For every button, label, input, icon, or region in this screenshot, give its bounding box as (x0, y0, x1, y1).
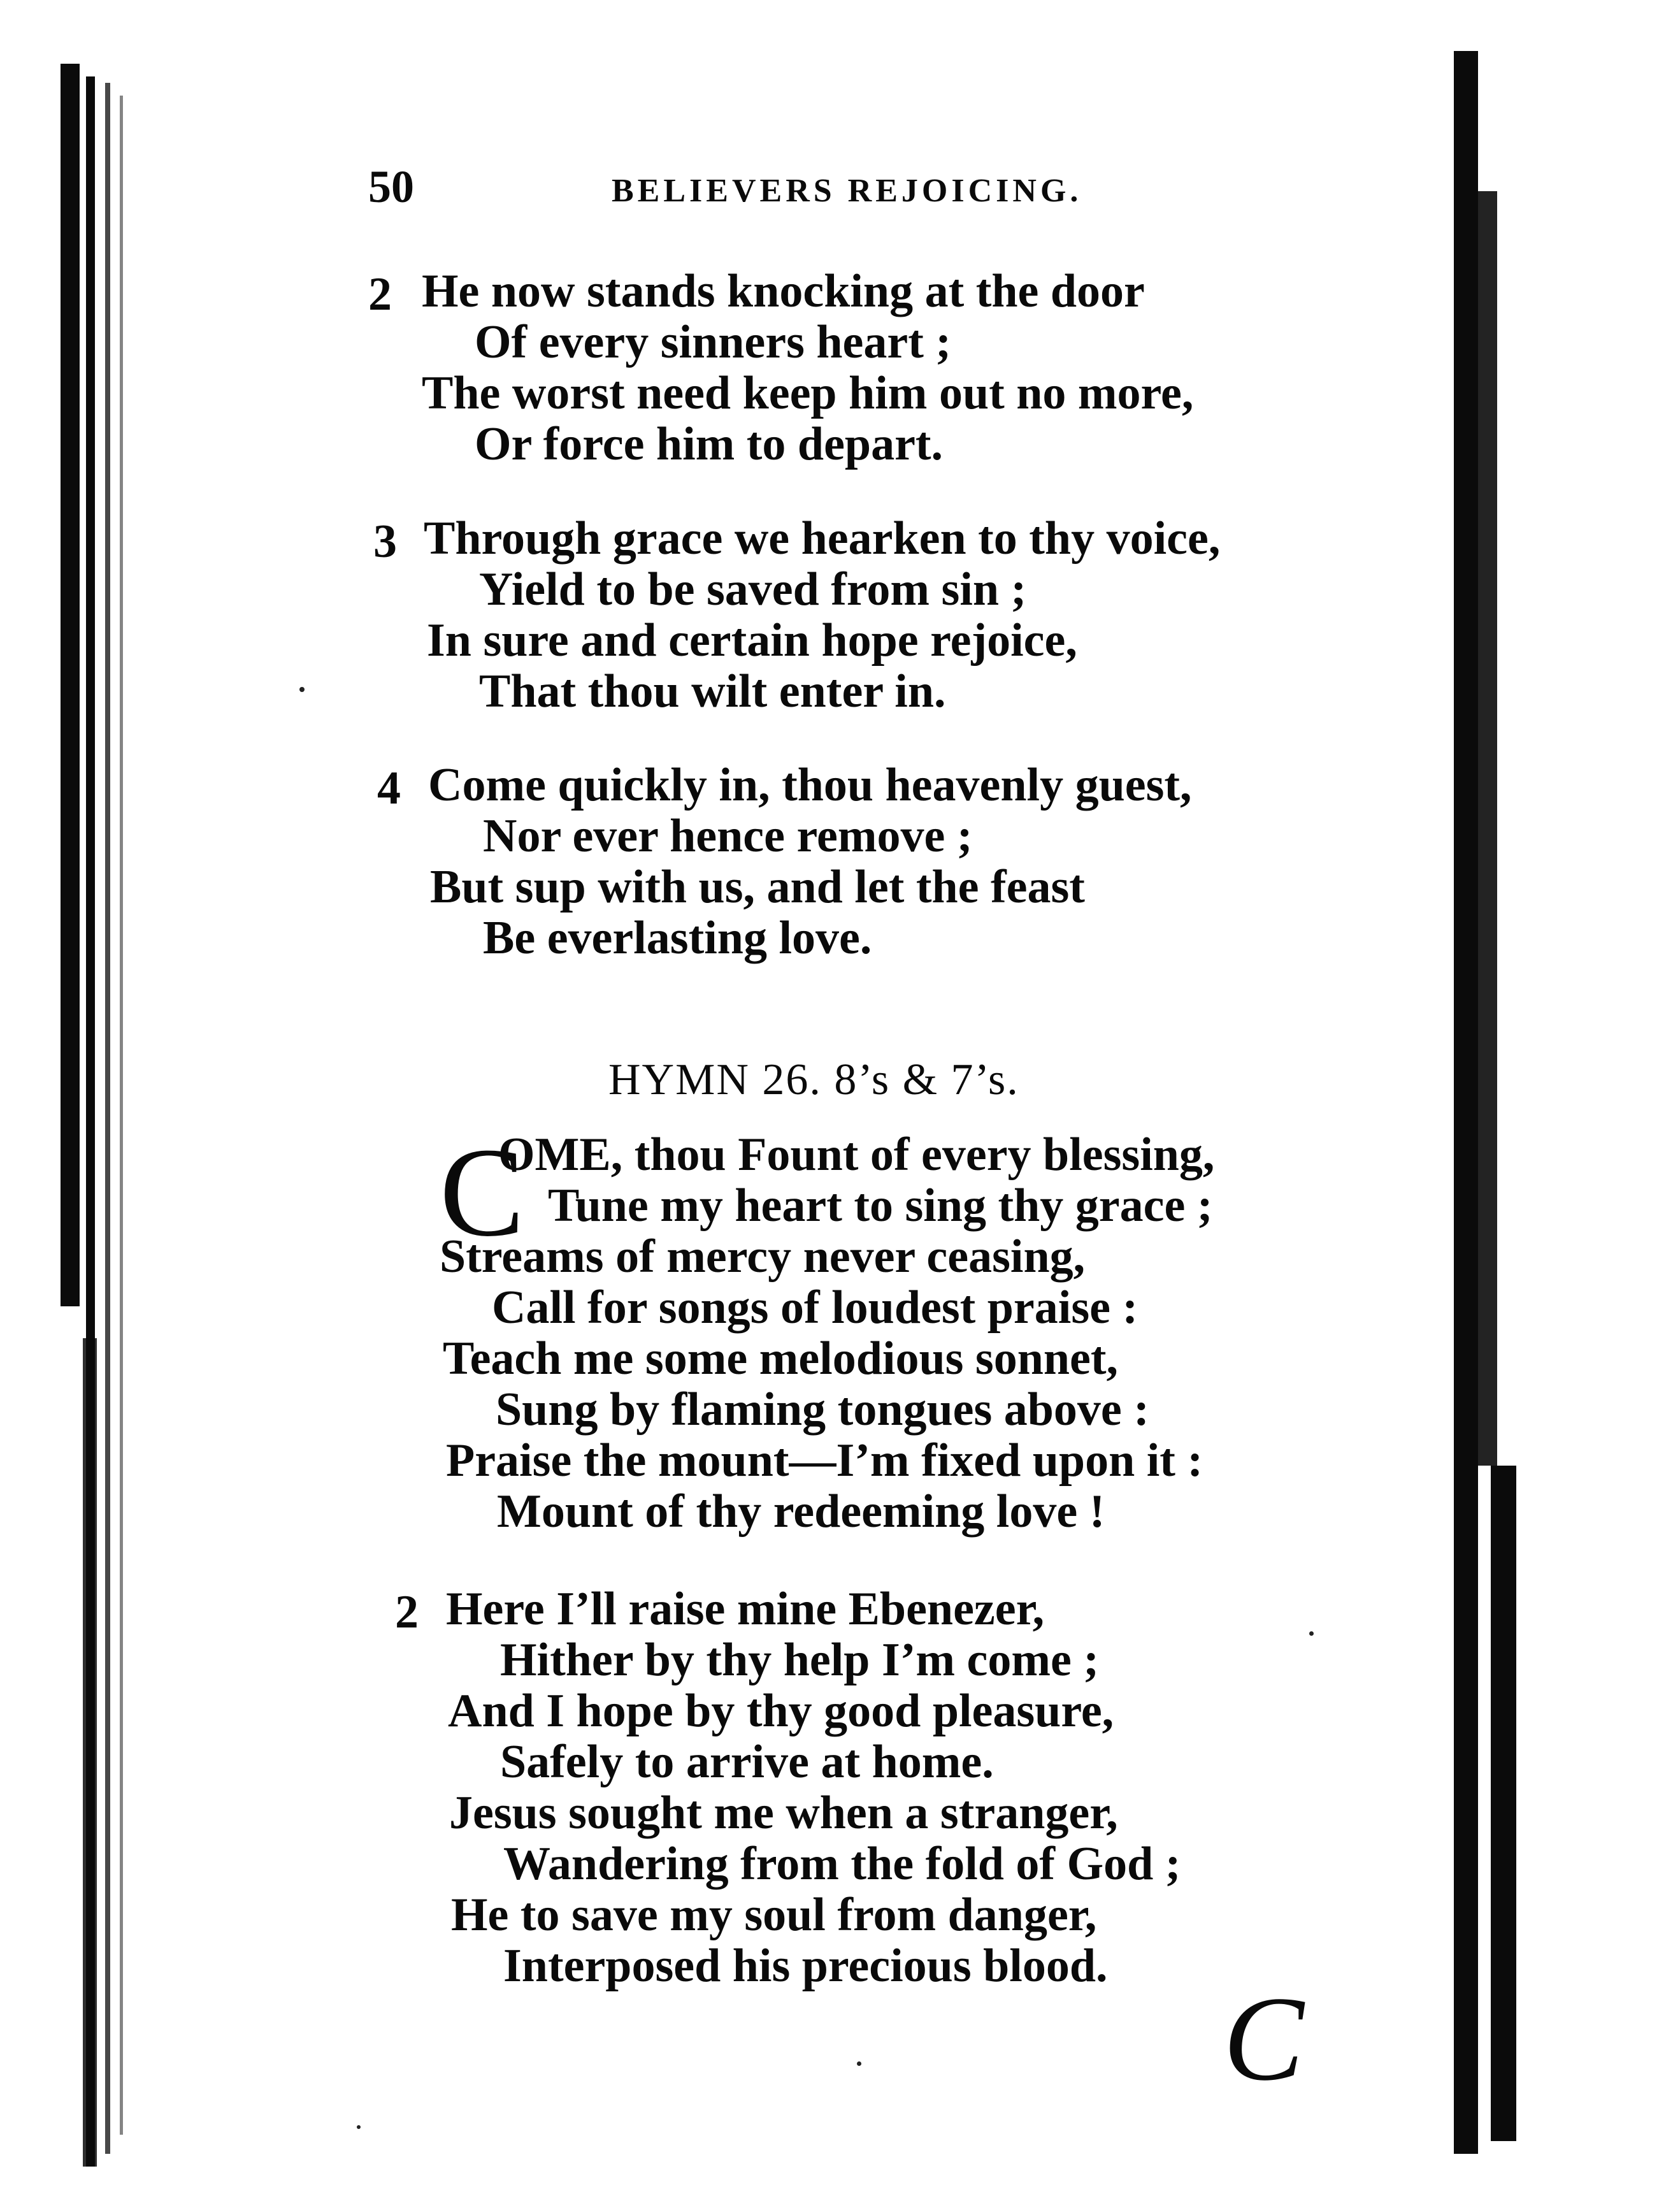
speck (1309, 1631, 1314, 1636)
hymn-line: Teach me some melodious sonnet, (443, 1332, 1118, 1385)
hymn-line: Safely to arrive at home. (500, 1736, 994, 1788)
hymn-line: Interposed his precious blood. (503, 1940, 1108, 1992)
running-head: BELIEVERS REJOICING. (612, 173, 1082, 209)
hymn-line: Streams of mercy never ceasing, (440, 1230, 1086, 1283)
speck (299, 687, 305, 692)
verse-number: 3 (373, 516, 397, 568)
hymn-line: Tune my heart to sing thy grace ; (548, 1180, 1213, 1232)
hymn-line: Hither by thy help I’m come ; (500, 1634, 1099, 1686)
hymn-line: Yield to be saved from sin ; (479, 563, 1027, 616)
speck (357, 2125, 361, 2129)
verse-number: 4 (377, 762, 401, 814)
hymn-line: He to save my soul from danger, (451, 1889, 1097, 1941)
hymn-line: Call for songs of loudest praise : (492, 1281, 1138, 1334)
hymn-line: That thou wilt enter in. (479, 665, 946, 718)
right-edge-shadow-lower (1491, 1466, 1516, 2141)
drop-cap: C (440, 1122, 525, 1263)
right-edge-shadow (1454, 51, 1478, 2154)
hymn-line: But sup with us, and let the feast (430, 861, 1085, 913)
handwritten-annotation: C (1223, 1972, 1304, 2106)
right-edge-shadow-inner (1478, 191, 1497, 1466)
page-number: 50 (368, 161, 414, 212)
hymn-line: The worst need keep him out no more, (422, 367, 1194, 419)
hymn-line: Come quickly in, thou heavenly guest, (428, 759, 1192, 811)
hymn-line: In sure and certain hope rejoice, (427, 614, 1077, 667)
hymn-line: Sung by flaming tongues above : (496, 1383, 1149, 1436)
left-binding-shadow (61, 64, 80, 1306)
hymn-title: HYMN 26. 8’s & 7’s. (608, 1055, 1019, 1104)
hymn-line: He now stands knocking at the door (422, 265, 1145, 317)
hymn-line: Mount of thy redeeming love ! (497, 1485, 1105, 1538)
hymn-line: Praise the mount—I’m fixed upon it : (446, 1434, 1203, 1487)
hymn-line: Through grace we hearken to thy voice, (424, 512, 1221, 565)
left-binding-marks (83, 1338, 97, 2167)
left-binding-line-2 (105, 83, 110, 2154)
hymn-line: Jesus sought me when a stranger, (449, 1787, 1118, 1839)
hymn-line: Or force him to depart. (475, 418, 944, 470)
hymn-line: Be everlasting love. (483, 912, 872, 964)
hymn-line: Nor ever hence remove ; (483, 810, 973, 862)
left-binding-line-3 (120, 96, 123, 2135)
hymn-line: Here I’ll raise mine Ebenezer, (446, 1583, 1045, 1635)
hymn-line: OME, thou Fount of every blessing, (498, 1129, 1215, 1181)
hymn-line: Of every sinners heart ; (475, 316, 952, 368)
hymn-line: And I hope by thy good pleasure, (448, 1685, 1114, 1737)
hymn-line: Wandering from the fold of God ; (503, 1838, 1181, 1890)
verse-number: 2 (368, 268, 392, 321)
speck (857, 2061, 861, 2066)
verse-number: 2 (395, 1586, 419, 1638)
